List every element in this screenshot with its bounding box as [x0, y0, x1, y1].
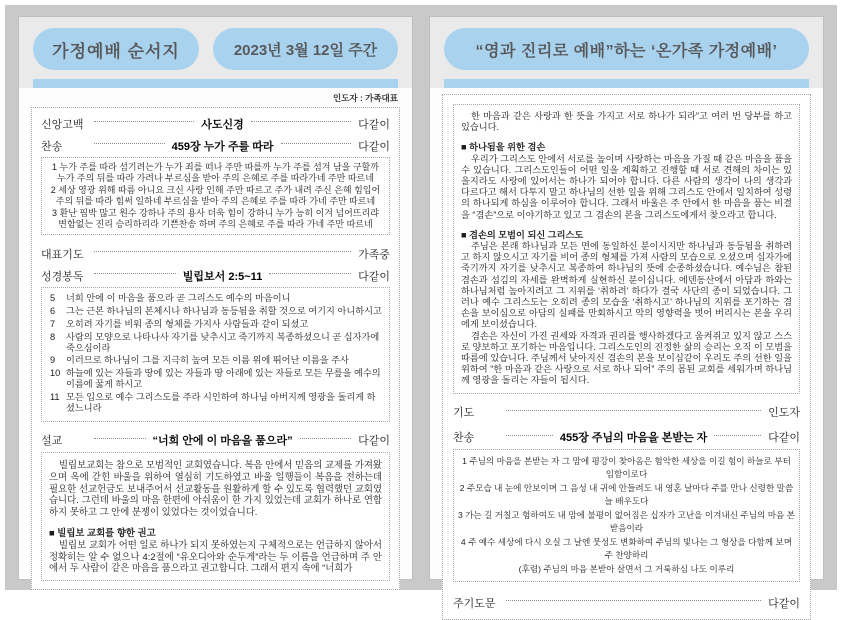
dotted-leader — [506, 435, 553, 436]
bulletin-page-left — [19, 17, 412, 579]
verse-text: 오히려 자기를 비워 종의 형체를 가지사 사람들과 같이 되셨고 — [66, 318, 309, 329]
hymn-lines — [457, 455, 796, 563]
verse-text: 하늘에 있는 자들과 땅에 있는 자들과 땅 아래에 있는 자들로 모든 무릎을 예수의 이름에 꿇게 하시고 — [66, 368, 381, 390]
scripture-box — [41, 287, 390, 422]
verse-text: 이러므로 하나님이 그를 지극히 높여 모든 이름 위에 뛰어난 이름을 주사 — [66, 355, 349, 366]
order-role: 다같이 — [358, 118, 390, 131]
order-role: 다같이 — [358, 140, 391, 153]
order-label: 성경봉독 — [41, 270, 84, 283]
hymn-line: 4 주 예수 세상에 다시 오실 그 날엔 뭇성도 변화하여 주님의 빛나는 그 형상을 다함께 보며 주 찬양하리 — [460, 536, 793, 561]
dotted-leader — [506, 410, 761, 411]
header-divider-bar — [444, 79, 809, 88]
sermon-paragraph: 우리가 그리스도 안에서 서로를 높이며 사랑하는 마음을 가질 때 같은 마음을 품을 수 있습니다. 그리스도인들이 어떤 일을 계획하고 진행할 때 서로 견해의 차이는 있을지라도 사랑에 있어서는 하나가 되어야 합니다. 다른 사람의 생각이 나의 생각과 다르다고 해서 다투지 말고 하나님의 선한 일을 위해 그리스도 안에서 일치하여 성령의 하나되게 하심을 이루어야 합니다. 그래서 바울은 주 안에서 한 마음을 품는 비결을 “겸손”으로 이야기하고 있고 그 겸손의 본을 그리스도에게서 찾으라고 합니다. — [461, 153, 792, 220]
order-title: 사도신경 — [201, 118, 244, 131]
order-label: 신앙고백 — [41, 118, 84, 131]
verse-text: 너희 안에 이 마음을 품으라 곧 그리스도 예수의 마음이니 — [66, 293, 291, 304]
hymn-line: 변함없는 진리 승리하리라 기쁜찬송 하며 주의 은혜로 주를 따라 가네 주만 따르네 — [58, 219, 373, 230]
order-row-confession — [41, 117, 390, 130]
order-row-prayer — [453, 406, 800, 419]
order-role: 다같이 — [768, 597, 800, 610]
verse-number: 11 — [50, 392, 60, 403]
order-label: 기도 — [453, 407, 475, 420]
order-title: 455장 주님의 마음을 본받는 자 — [559, 432, 708, 445]
dotted-leader — [506, 600, 761, 601]
dotted-leader — [94, 438, 146, 439]
order-title: 빌립보서 2:5~11 — [182, 270, 263, 283]
verse-number: 9 — [50, 355, 56, 366]
sermon-text-box — [41, 452, 390, 581]
scripture-verse — [47, 293, 384, 304]
order-label: 대표기도 — [41, 248, 84, 261]
hymn-lyrics-box — [41, 157, 390, 235]
order-row-scripture — [41, 269, 390, 282]
scripture-verse — [47, 306, 384, 317]
hymn-refrain-line: (후렴) 주님의 마음 본받아 살면서 그 거룩하심 나도 이루리 — [518, 563, 735, 574]
order-row-representative-prayer — [41, 247, 390, 260]
order-row-lords-prayer — [453, 596, 800, 609]
left-page-header — [19, 17, 412, 88]
dotted-leader — [281, 143, 352, 144]
worship-leader-note: 인도자 : 가족대표 — [332, 93, 398, 103]
order-role: 다같이 — [768, 432, 801, 445]
verse-text: 그는 근본 하나님의 본체시나 하나님과 동등됨을 취할 것으로 여기지 아니하시고 — [66, 306, 382, 317]
dotted-leader — [94, 251, 351, 252]
sermon-paragraph: 한 마음과 같은 사랑과 한 뜻을 가지고 서로 하나가 되라”고 여러 번 당부를 하고 있습니다. — [461, 111, 792, 133]
hymn-line: 3 가는 길 거칠고 험하여도 내 맘에 불평이 없어짐은 십자가 고난을 이겨내신 주님의 마음 본받음이라 — [457, 509, 796, 534]
hymn-lyrics-box — [453, 449, 800, 583]
verse-text: 모든 입으로 예수 그리스도를 주라 시인하여 하나님 아버지께 영광을 돌리게 하셨느니라 — [66, 392, 376, 414]
header-badge-row — [444, 28, 809, 70]
order-role: 가족중 — [358, 248, 390, 261]
hymn-line: 1 주님의 마음을 본받는 자 그 맘에 평강이 찾아옴은 험악한 세상을 이길 힘이 하늘로 부터 임함이로다 — [462, 455, 791, 480]
sermon-paragraph: 빌립보 교회가 어떤 일로 하나가 되지 못하였는지 구체적으로는 언급하지 않아서 정확히는 알 수 없으나 4:2절에 “유오디아와 순두게”라는 두 이름을 언급하며 주 안에서 두 사람이 같은 마음을 품으라고 권고합니다. 그래서 편지 속에 “너희가 — [49, 538, 382, 574]
bulletin-title-badge: 가정예배 순서지 — [33, 28, 199, 70]
order-label: 찬송 — [41, 140, 63, 153]
order-row-hymn — [41, 139, 390, 152]
hymn-line: 3 환난 핍박 많고 원수 강하나 주의 용사 더욱 힘이 강하니 누가 능히 이겨 넘어뜨리랴 — [52, 207, 379, 218]
scripture-verse — [47, 392, 384, 414]
verse-number: 7 — [50, 318, 56, 329]
header-badge-row — [33, 28, 398, 70]
dotted-leader — [94, 273, 176, 274]
scripture-verse — [47, 332, 384, 354]
order-label: 설교 — [41, 435, 63, 448]
order-role: 인도자 — [768, 407, 800, 420]
order-role: 다같이 — [358, 435, 391, 448]
header-divider-bar — [33, 79, 398, 88]
dotted-leader — [251, 121, 351, 122]
order-row-sermon — [41, 434, 390, 447]
sermon-paragraph: 주님은 본래 하나님과 모든 면에 동일하신 분이시지만 하나님과 동등됨을 취하려고 하지 않으시고 자기를 비어 종의 형체를 가져 사람의 모습으로 오셨으며 십자가에 죽기까지 자기를 낮추시고 복종하여 하나님의 뜻에 순종하셨습니다. 예수님은 참된 겸손과 섬김의 자세를 완벽하게 실현하신 분이십니다. 에덴동산에서 아담과 하와는 하나님처럼 높아지려고 그 지위를 ‘취하려’ 하다가 결국 사단의 종이 되었습니다. 그러나 예수 그리스도는 오히려 종의 모습을 ‘취하시고’ 하나님의 지위를 포기하는 겸손을 보이심으로 아담의 실패를 만회하시고 악의 영향력을 벗어 버리시는 본을 우리에게 보이셨습니다. — [461, 241, 792, 330]
hymn-line: 1 누가 주를 따라 섬기려는가 누가 죄를 떠나 주만 따를까 누가 주를 섬겨 남을 구할까 — [52, 162, 379, 172]
dotted-leader — [94, 143, 165, 144]
order-title: “너희 안에 이 마음을 품으라” — [152, 435, 293, 448]
dotted-leader — [300, 438, 352, 439]
right-order-box — [442, 94, 811, 620]
right-page-header — [430, 17, 823, 88]
bulletin-page-right — [430, 17, 823, 610]
order-row-hymn — [453, 431, 800, 444]
hymn-line: 누가 주의 뒤를 따라 가려나 부르심을 받아 주의 은혜로 주를 따라가네 주만 따르네 — [57, 173, 374, 184]
scripture-verse — [47, 368, 384, 390]
hymn-line: 2 세상 영광 위해 따름 아니요 크신 사랑 인해 주만 따르고 주가 내려 주신 은혜 힘입어 — [50, 184, 381, 195]
hymn-line: 주의 뒤를 따라 힘써 일하네 부르심을 받아 주의 은혜로 주를 따라 가네 주만 따르네 — [55, 196, 376, 207]
sermon-continuation-box — [453, 104, 800, 394]
sermon-paragraph: ■ 겸손의 모범이 되신 그리스도 — [461, 229, 584, 240]
left-order-box — [31, 107, 400, 590]
verse-number: 5 — [50, 293, 56, 304]
dotted-leader — [94, 121, 194, 122]
hymn-line: 2 주모습 내 눈에 안보이며 그 음성 내 귀에 안들려도 내 영혼 날마다 주를 만나 신령한 말씀 늘 배우도다 — [459, 482, 794, 507]
order-label: 찬송 — [453, 432, 475, 445]
verse-number: 10 — [50, 368, 61, 379]
verse-number: 8 — [50, 331, 56, 342]
order-role: 다같이 — [358, 270, 390, 283]
verse-text: 사람의 모양으로 나타나사 자기를 낮추시고 죽기까지 복종하셨으니 곧 십자가에 죽으심이라 — [66, 331, 380, 353]
order-title: 459장 누가 주를 따라 — [171, 140, 274, 153]
scripture-verse — [47, 319, 384, 330]
sermon-paragraph: 빌립보교회는 참으로 모범적인 교회였습니다. 복음 안에서 믿음의 교제를 가져왔으며 옥에 갇힌 바울을 위하여 열심히 기도하였고 바울 일행들이 복음을 전하는데 필요한 선교헌금도 보내주어서 선교활동을 원활하게 할 수 있도록 협력했던 교회였습니다. 그런데 바울의 마음 한편에 아쉬움이 한 가지 있었는데 교회가 하나로 연합하지 못하고 그 안에 분쟁이 있었다는 것이었습니다. — [49, 458, 382, 518]
verse-number: 6 — [50, 306, 56, 317]
sermon-paragraph: 겸손은 자신이 가진 권세와 자격과 권리를 행사하겠다고 움켜쥐고 있지 않고 스스로 양보하고 포기하는 마음입니다. 그리스도인의 진정한 삶의 승리는 오직 이 모범을 따름에 있습니다. 주님께서 낮아지신 겸손의 본을 보이심같이 우리도 주의 선한 일을 위하여 “한 마음과 같은 사랑으로 서로 하나 되어” 주의 몸된 교회를 세워가며 하나님께 영광을 돌리는 자들이 됩시다. — [461, 330, 792, 386]
sermon-paragraph: ■ 빌립보 교회를 향한 권고 — [49, 526, 156, 538]
dotted-leader — [714, 435, 761, 436]
sermon-paragraph: ■ 하나됨을 위한 겸손 — [461, 142, 546, 153]
bulletin-date-badge: 2023년 3월 12일 주간 — [213, 28, 398, 70]
bulletin-subtitle-badge: “영과 진리로 예배”하는 ‘온가족 가정예배’ — [444, 28, 809, 70]
order-label: 주기도문 — [453, 597, 496, 610]
dotted-leader — [269, 273, 351, 274]
scripture-verse — [47, 355, 384, 366]
